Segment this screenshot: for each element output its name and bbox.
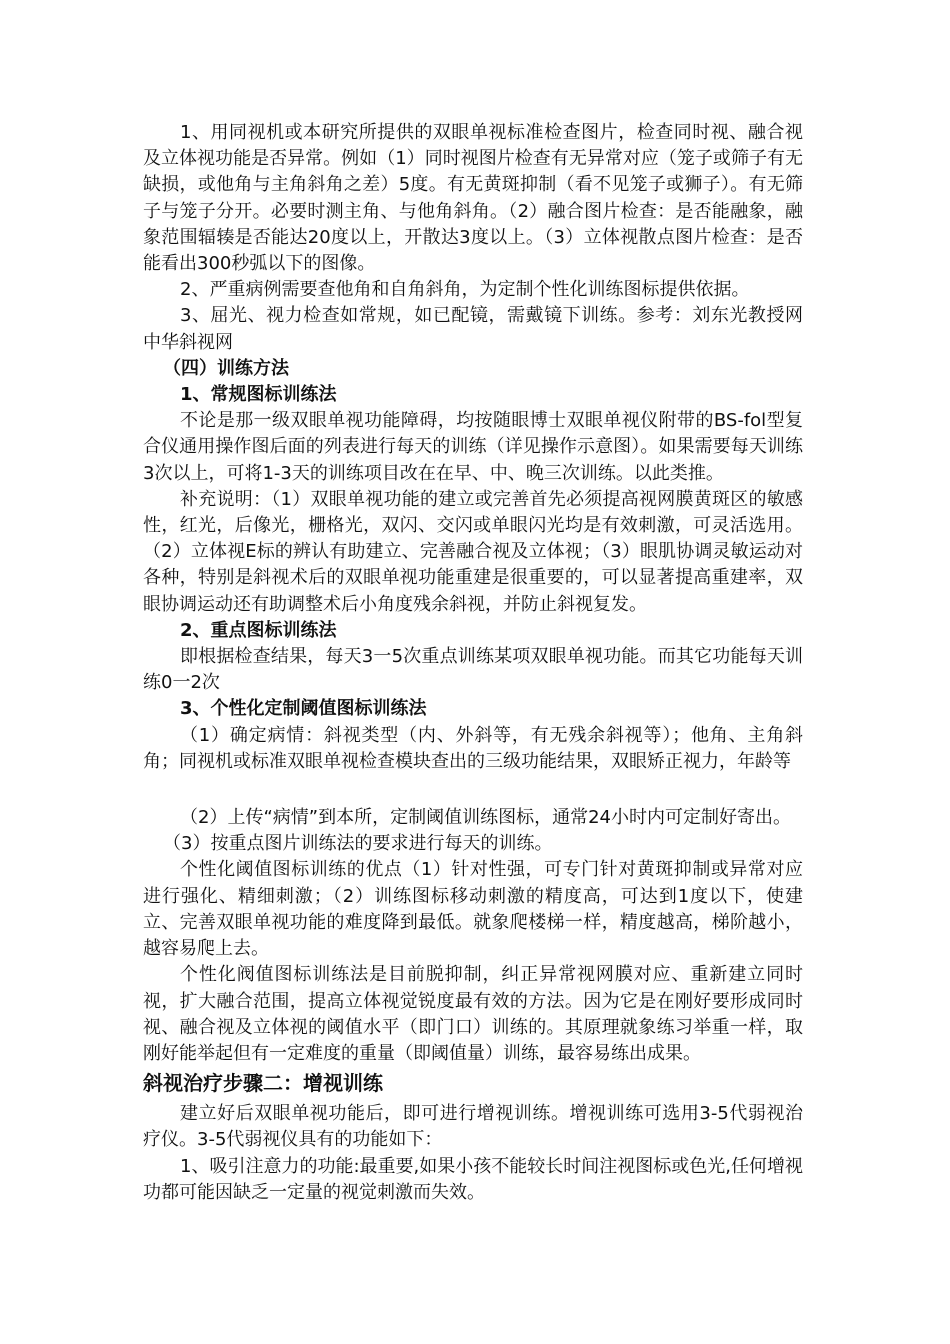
paragraph-exam-1: 1、用同视机或本研究所提供的双眼单视标准检查图片，检查同时视、融合视及立体视功能是否异常。例如（1）同时视图片检查有无异常对应（笼子或筛子有无缺损，或他角与主角斜角之差）5度。有无黄斑抑制（看不见笼子或狮子）。有无筛子与笼子分开。必要时测主角、与他角斜角。（2）融合图片检查：是否能融象，融象范围辐辏是否能达20度以上，开散达3度以上。（3）立体视散点图片检查：是否能看出300秒弧以下的图像。 [143, 122, 803, 275]
heading-key-training: 2、重点图标训练法 [180, 619, 337, 641]
paragraph-vision-training: 建立好后双眼单视功能后，即可进行增视训练。增视训练可选用3-5代弱视治疗仪。3-5代弱视仪具有的功能如下： [143, 1103, 803, 1151]
paragraph-exam-3: 3、屈光、视力检查如常规，如已配镜，需戴镜下训练。参考：刘东光教授网中华斜视网 [143, 305, 803, 353]
paragraph-custom-1: （1）确定病情：斜视类型（内、外斜等，有无残余斜视等）；他角、主角斜角；同视机或标准双眼单视检查模块查出的三级功能结果，双眼矫正视力，年龄等 [143, 724, 803, 772]
spacer [143, 775, 803, 805]
heading-custom-training: 3、个性化定制阈值图标训练法 [180, 698, 427, 720]
paragraph-exam-2: 2、严重病例需要查他角和自角斜角，为定制个性化训练图标提供依据。 [180, 279, 750, 301]
paragraph-attention-function: 1、吸引注意力的功能:最重要,如果小孩不能较长时间注视图标或色光,任何增视功都可能因缺乏一定量的视觉刺激而失效。 [143, 1155, 803, 1203]
heading-training-method: （四）训练方法 [163, 357, 289, 379]
paragraph-custom-3: （3）按重点图片训练法的要求进行每天的训练。 [163, 833, 553, 855]
paragraph-routine-training: 不论是那一级双眼单视功能障碍，均按随眼博士双眼单视仪附带的BS-fol型复合仪通用操作图后面的列表进行每天的训练（详见操作示意图）。如果需要每天训练3次以上，可将1-3天的训练项目改在在早、中、晚三次训练。以此类推。 [143, 410, 803, 484]
heading-step-two: 斜视治疗步骤二：增视训练 [143, 1071, 383, 1096]
paragraph-custom-2: （2）上传“病情”到本所，定制阈值训练图标，通常24小时内可定制好寄出。 [180, 807, 792, 829]
paragraph-supplement: 补充说明：（1）双眼单视功能的建立或完善首先必须提高视网膜黄斑区的敏感性，红光，后像光，栅格光，双闪、交闪或单眼闪光均是有效刺激，可灵活选用。（2）立体视E标的辨认有助建立、完善融合视及立体视；（3）眼肌协调灵敏运动对各种，特别是斜视术后的双眼单视功能重建是很重要的，可以显著提高重建率，双眼协调运动还有助调整术后小角度残余斜视，并防止斜视复发。 [143, 488, 803, 615]
paragraph-custom-method: 个性化阀值图标训练法是目前脱抑制，纠正异常视网膜对应、重新建立同时视，扩大融合范围，提高立体视觉锐度最有效的方法。因为它是在刚好要形成同时视、融合视及立体视的阈值水平（即门口）训练的。其原理就象练习举重一样，取刚好能举起但有一定难度的重量（即阈值量）训练，最容易练出成果。 [143, 964, 803, 1064]
document-body [143, 120, 803, 1206]
heading-routine-training: 1、常规图标训练法 [180, 384, 337, 406]
paragraph-key-training: 即根据检查结果，每天3一5次重点训练某项双眼单视功能。而其它功能每天训练0一2次 [143, 646, 803, 694]
paragraph-custom-advantages: 个性化阈值图标训练的优点（1）针对性强，可专门针对黄斑抑制或异常对应进行强化、精细刺激；（2）训练图标移动刺激的精度高，可达到1度以下，使建立、完善双眼单视功能的难度降到最低。就象爬楼梯一样，精度越高，梯阶越小，越容易爬上去。 [143, 859, 803, 960]
